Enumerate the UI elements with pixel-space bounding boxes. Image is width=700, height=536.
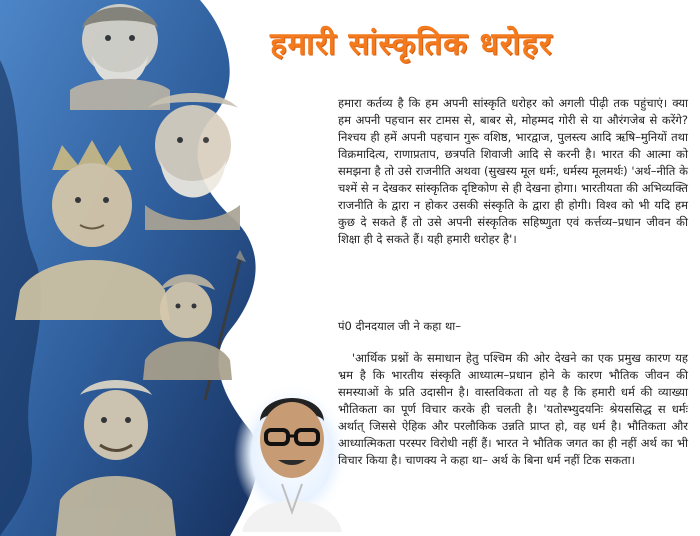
paragraph-quote: 'आर्थिक प्रश्नों के समाधान हेतु पश्चिम की ओर देखने का एक प्रमुख कारण यह भ्रम है कि भारतीय संस्कृति आध्यात्म–प्रधान होने के कारण भौतिक जीवन की समस्याओं के प्रति उदासीन है। वास्तविकता तो यह है कि हमारी धर्म की व्याख्या भौतिकता का पूर्ण विचार करके ही चलती है। 'यतोस्भ्युदयनिः श्रेयससिद्ध स धर्मः अर्थात् जिससे ऐहिक और परलौकिक उन्नति प्राप्त हो, वह धर्म है। भौतिकता और आध्यात्मिकता परस्पर विरोधी नहीं हैं। भारत ने भौतिक जगत का ही नहीं अर्थ का भी विचार किया है। चाणक्य ने कहा था– अर्थ के बिना धर्म नहीं टिक सकता। [338,351,688,467]
paragraph-quote-intro: पं0 दीनदयाल जी ने कहा था– [338,319,462,333]
page-title: हमारी सांस्कृतिक धरोहर [270,26,553,62]
paragraph-heritage: हमारा कर्तव्य है कि हम अपनी सांस्कृति धरोहर को अगली पीढ़ी तक पहुंचाएं। क्या हम अपनी पहचान सर टामस से, बाबर से, मोहम्मद गोरी से या औरंगजेब से करेंगे? निश्चय ही हमें अपनी पहचान गुरू वशिष्ठ, भारद्वाज, पुलस्त्य आदि ऋषि–मुनियों तथा विक्रमादित्य, राणाप्रताप, छत्रपति शिवाजी आदि से करनी है। भारत की आत्मा को समझना है तो उसे राजनीति अथवा (सुखस्य मूल धर्मः, धर्मस्य मूलमर्थः) 'अर्थ–नीति के चश्में से न देखकर सांस्कृतिक दृष्टिकोण से ही देखना होगा। भारतीयता की अभिव्यक्ति राजनीति के द्वारा न होकर उसकी संस्कृति के द्वारा ही होगी। विश्व को भी यदि हम कुछ दे सकते हैं तो उसे अपनी संस्कृतिक सहिष्णुता एवं कर्त्तव्य–प्रधान जीवन की शिक्षा ही दे सकते हैं। यही हमारी धरोहर है'। [338,96,688,246]
deendayal-portrait [232,362,352,532]
